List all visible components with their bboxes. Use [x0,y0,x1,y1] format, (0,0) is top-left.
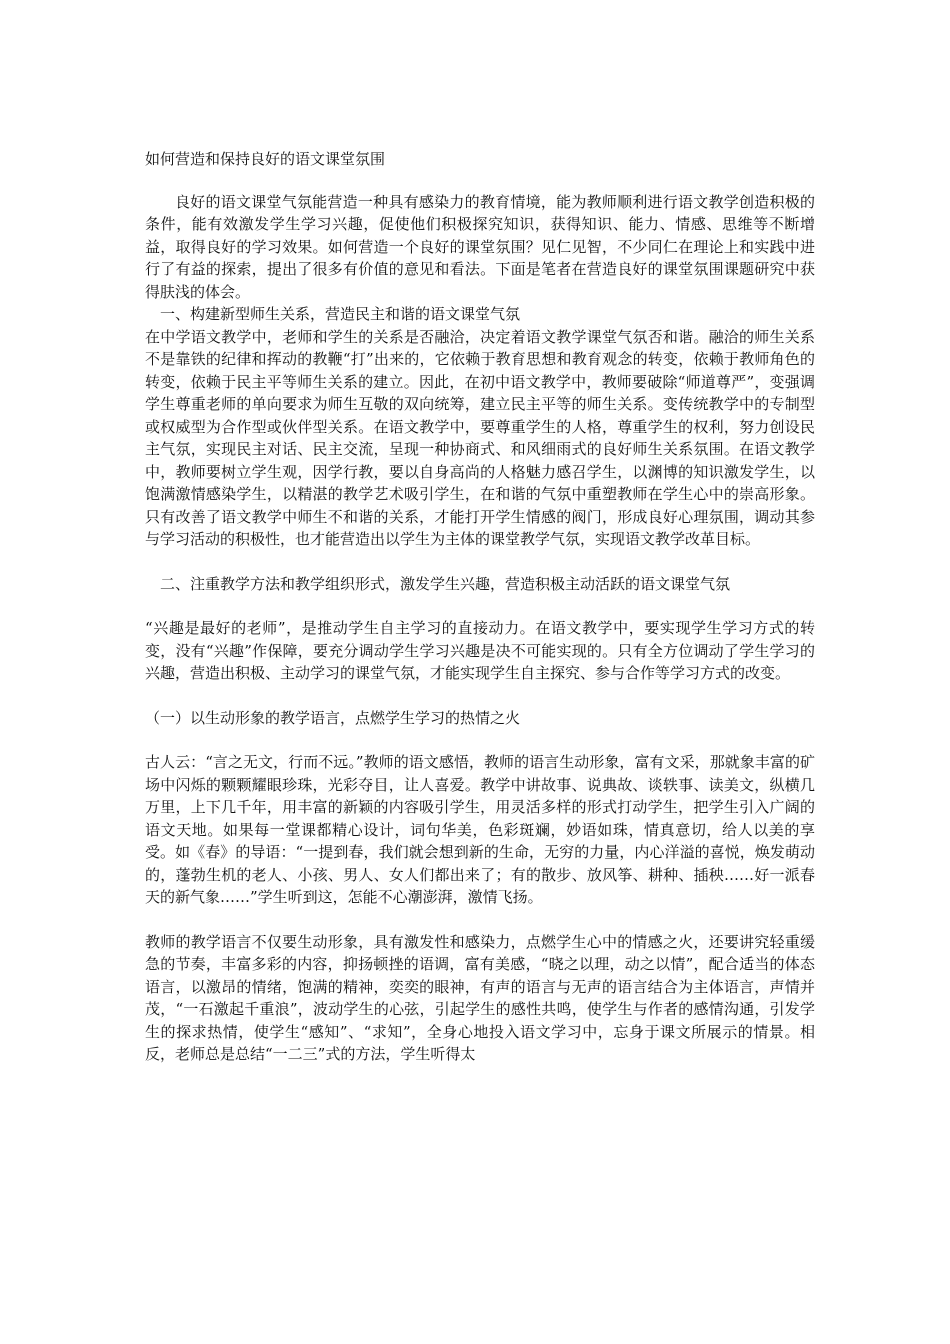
subsection-1-heading: （一）以生动形象的教学语言，点燃学生学习的热情之火 [145,708,521,727]
section-1-paragraph: 在中学语文教学中，老师和学生的关系是否融洽，决定着语文教学课堂气氛否和谐。融洽的师生关系不是靠铁的纪律和挥动的教鞭“打”出来的，它依赖于教育思想和教育观念的转变，依赖于教师角色的转变，依赖于民主平等师生关系的建立。因此，在初中语文教学中，教师要破除“师道尊严”，变强调学生尊重老师的单向要求为师生互敬的双向统筹，建立民主平等的师生关系。变传统教学中的专制型或权威型为合作型或伙伴型关系。在语文教学中，要尊重学生的人格，尊重学生的权利，努力创设民主气氛，实现民主对话、民主交流，呈现一种协商式、和风细雨式的良好师生关系氛围。在语文教学中，教师要树立学生观，因学行教，要以自身高尚的人格魅力感召学生，以渊博的知识激发学生，以饱满激情感染学生，以精湛的教学艺术吸引学生，在和谐的气氛中重塑教师在学生心中的崇高形象。只有改善了语文教学中师生不和谐的关系，才能打开学生情感的阀门，形成良好心理氛围，调动其参与学习活动的积极性，也才能营造出以学生为主体的课堂教学气氛，实现语文教学改革目标。 [145,327,815,548]
subsection-1-paragraph-2: 教师的教学语言不仅要生动形象，具有激发性和感染力，点燃学生心中的情感之火，还要讲究轻重缓急的节奏，丰富多彩的内容，抑扬顿挫的语调，富有美感，“晓之以理，动之以情”，配合适当的体态语言，以激昂的情绪，饱满的精神，奕奕的眼神，有声的语言与无声的语言结合为主体语言，声情并茂，“一石激起千重浪”，波动学生的心弦，引起学生的感性共鸣，使学生与作者的感情沟通，引发学生的探求热情，使学生“感知”、“求知”，全身心地投入语文学习中，忘身于课文所展示的情景。相反，老师总是总结“一二三”式的方法，学生听得太 [145,932,815,1063]
document-body [145,148,815,1066]
section-1-heading: 一、构建新型师生关系，营造民主和谐的语文课堂气氛 [160,305,521,323]
intro-paragraph: 良好的语文课堂气氛能营造一种具有感染力的教育情境，能为教师顺利进行语文教学创造积极的条件，能有效激发学生学习兴趣，促使他们积极探究知识，获得知识、能力、情感、思维等不断增益，取得良好的学习效果。如何营造一个良好的课堂氛围？见仁见智，不少同仁在理论上和实践中进行了有益的探索，提出了很多有价值的意见和看法。下面是笔者在营造良好的课堂氛围课题研究中获得肤浅的体会。 [145,192,815,301]
section-2-paragraph: “兴趣是最好的老师”，是推动学生自主学习的直接动力。在语文教学中，要实现学生学习方式的转变，没有“兴趣”作保障，要充分调动学生学习兴趣是决不可能实现的。只有全方位调动了学生学习的兴趣，营造出积极、主动学习的课堂气氛，才能实现学生自主探究、参与合作等学习方式的改变。 [145,619,815,682]
document-title: 如何营造和保持良好的语文课堂氛围 [145,150,386,168]
subsection-1-paragraph-1: 古人云：“言之无文，行而不远。”教师的语文感悟，教师的语言生动形象，富有文采，那就象丰富的矿场中闪烁的颗颗耀眼珍珠，光彩夺目，让人喜爱。教学中讲故事、说典故、谈轶事、读美文，纵横几万里，上下几千年，用丰富的新颖的内容吸引学生，用灵活多样的形式打动学生，把学生引入广阔的语文天地。如果每一堂课都精心设计，词句华美，色彩斑斓，妙语如珠，情真意切，给人以美的享受。如《春》的导语：“一提到春，我们就会想到新的生命，无穷的力量，内心洋溢的喜悦，焕发萌动的，蓬勃生机的老人、小孩、男人、女人们都出来了；有的散步、放风筝、耕种、插秧……好一派春天的新气象……”学生听到这，怎能不心潮澎湃，激情飞扬。 [145,753,815,906]
section-2-heading: 二、注重教学方法和教学组织形式，激发学生兴趣，营造积极主动活跃的语文课堂气氛 [160,574,731,593]
